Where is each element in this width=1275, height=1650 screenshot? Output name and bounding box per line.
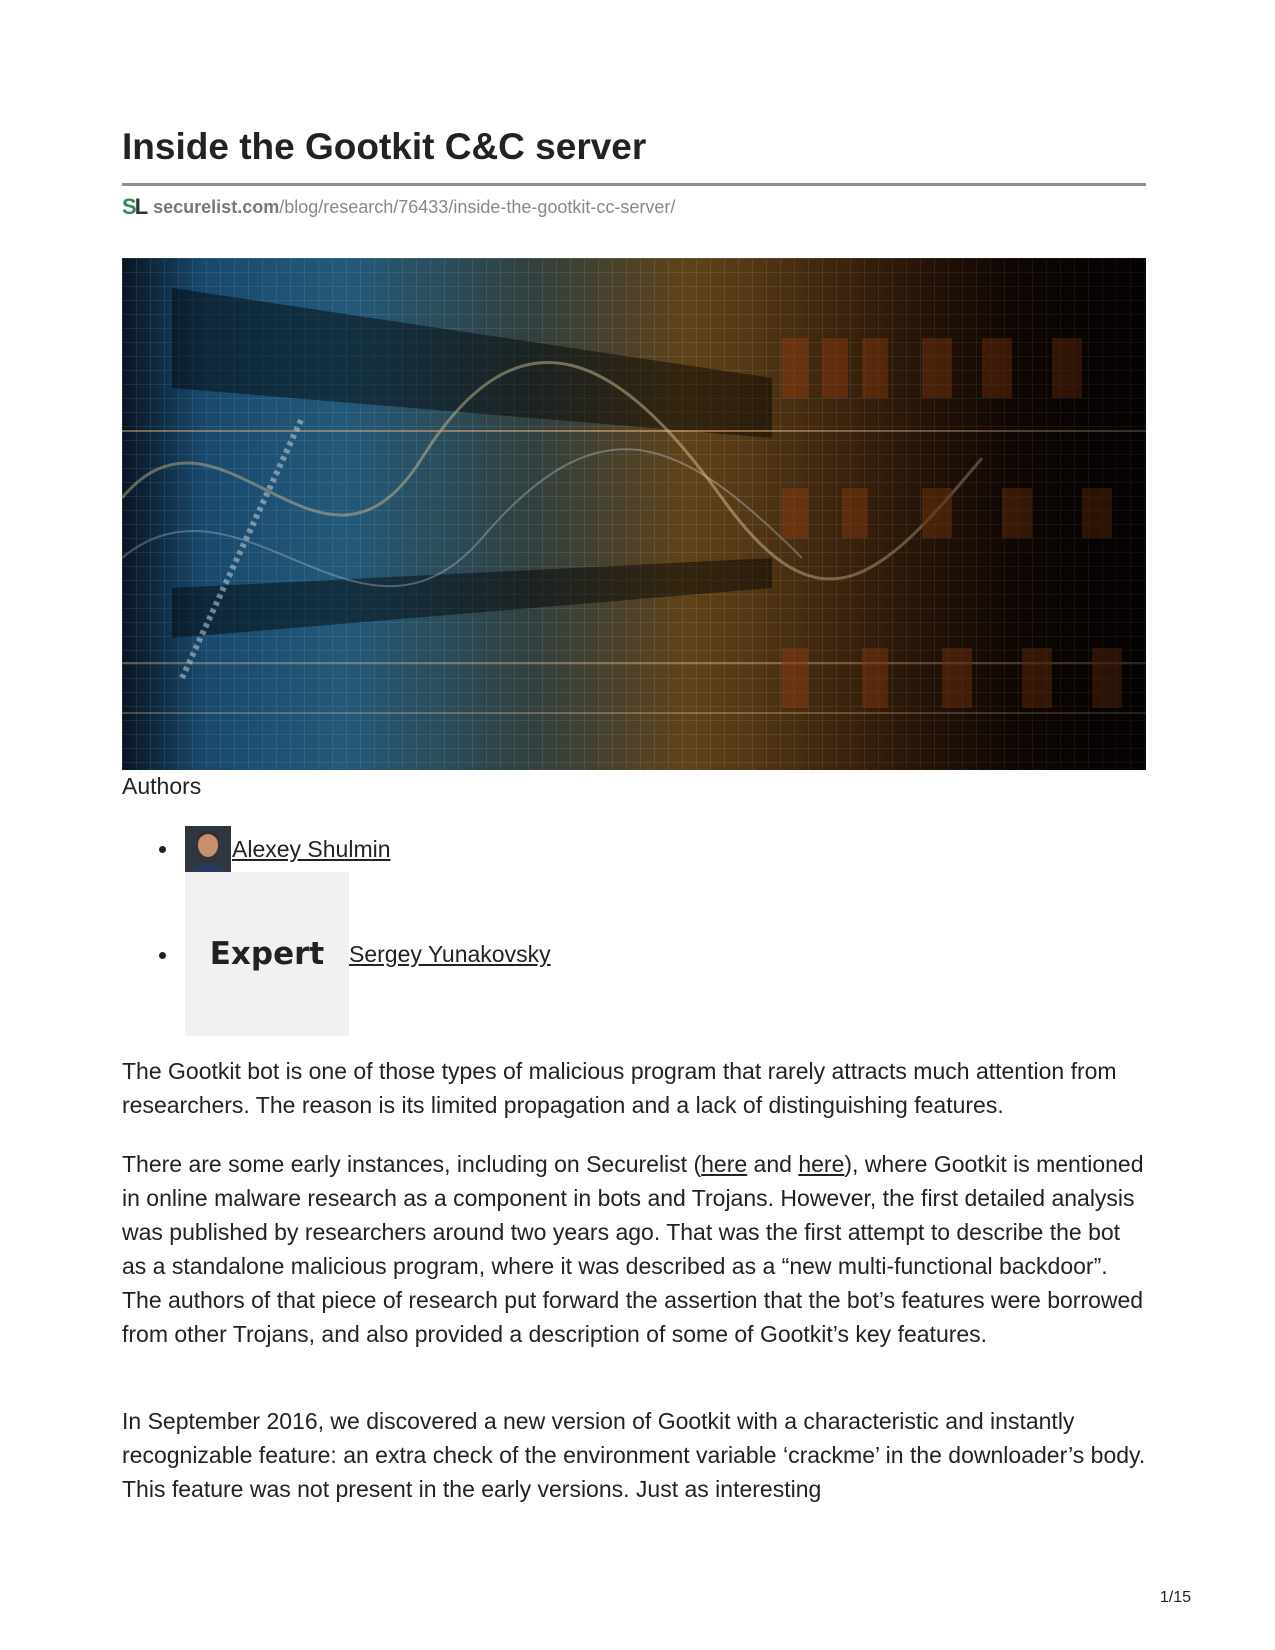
here-link-1[interactable]: here xyxy=(701,1151,748,1177)
hero-illustration xyxy=(122,258,1146,770)
page-number: 1/15 xyxy=(1159,1589,1191,1606)
author-link-sergey-yunakovsky[interactable]: Sergey Yunakovsky xyxy=(349,941,551,967)
source-line xyxy=(122,195,675,219)
here-link-2[interactable]: here xyxy=(798,1151,845,1177)
page-title: Inside the Gootkit C&C server xyxy=(122,126,647,167)
bullet-icon xyxy=(159,952,166,959)
bullet-icon xyxy=(159,846,166,853)
paragraph-1: The Gootkit bot is one of those types of malicious program that rarely attracts much attention from researchers. The reason is its limited propagation and a lack of distinguishing features. xyxy=(122,1058,1117,1118)
author-photo-icon xyxy=(185,826,231,872)
avatar[interactable] xyxy=(185,826,231,872)
paragraph-2: There are some early instances, including on Securelist (here and here), where Gootkit is mentioned in online malware research as a component in bots and Trojans. However, the first detailed analysis was published by researchers around two years ago. That was the first attempt to describe the bot as a standalone malicious program, where it was described as a “new multi-functional backdoor”. The authors of that piece of research put forward the assertion that the bot’s features were borrowed from other Trojans, and also provided a description of some of Gootkit’s key features. xyxy=(122,1151,1144,1347)
expert-badge[interactable]: Expert xyxy=(185,872,349,1036)
title-divider xyxy=(122,183,1146,186)
source-path[interactable]: /blog/research/76433/inside-the-gootkit-cc-server/ xyxy=(279,196,676,217)
authors-heading: Authors xyxy=(122,773,202,799)
securelist-logo-icon: SL xyxy=(122,194,147,219)
source-domain[interactable]: securelist.com xyxy=(153,196,280,217)
author-link-alexey-shulmin[interactable]: Alexey Shulmin xyxy=(232,836,391,862)
paragraph-3: In September 2016, we discovered a new version of Gootkit with a characteristic and instantly recognizable feature: an extra check of the environment variable ‘crackme’ in the downloader’s body. This feature was not present in the early versions. Just as interesting xyxy=(122,1408,1146,1502)
list-item xyxy=(122,826,391,872)
hero-image xyxy=(122,258,1146,770)
list-item xyxy=(122,872,551,1036)
